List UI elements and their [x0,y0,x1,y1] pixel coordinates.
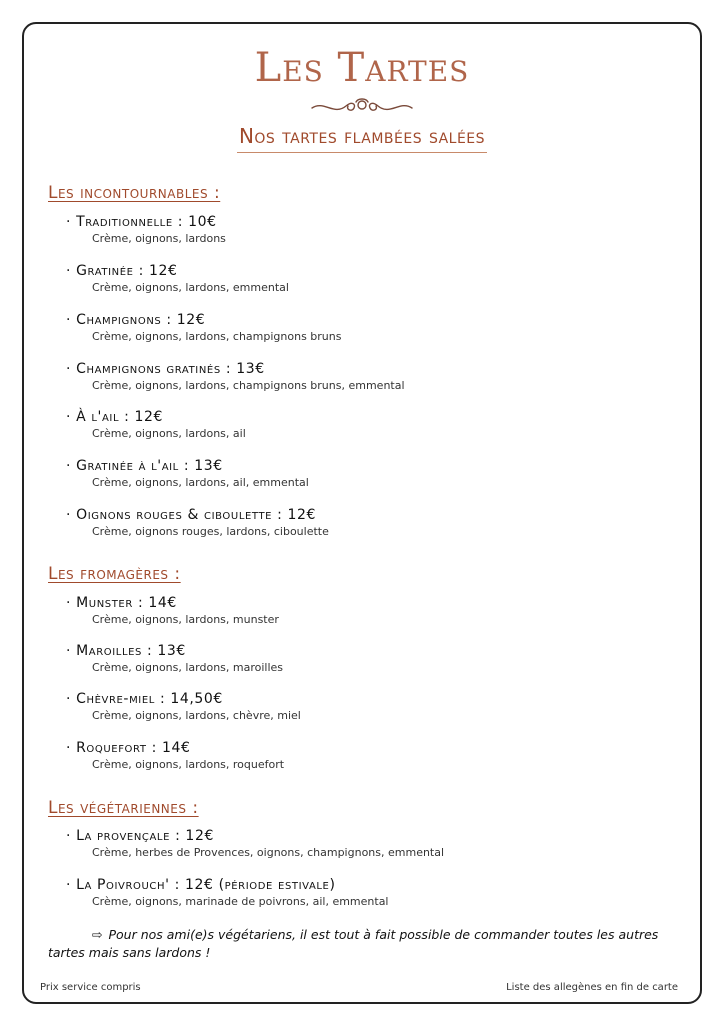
item-name: · Traditionnelle : 10€ [66,214,217,230]
menu-item [66,876,389,910]
item-name: · Munster : 14€ [66,595,177,611]
page-subtitle: Nos tartes flambées salées [238,124,486,148]
page-title: Les Tartes [254,45,470,91]
item-description: Crème, oignons, lardons, ail [92,427,246,440]
item-description: Crème, oignons, lardons, roquefort [92,758,285,771]
item-description: Crème, oignons, lardons, ail, emmental [92,476,309,489]
footer-allergens-note: Liste des allegènes en fin de carte [506,982,678,993]
menu-item [66,827,444,861]
item-name: · Roquefort : 14€ [66,740,191,756]
menu-item [66,360,405,394]
footer-price-note: Prix service compris [40,982,141,993]
menu-item [66,457,309,491]
item-description: Crème, oignons, lardons, munster [92,613,279,626]
item-name: · À l'ail : 12€ [66,409,164,425]
section-title-fromageres: Les fromagères : [48,564,181,584]
ornament-flourish [310,92,414,118]
note-text: Pour nos ami(e)s végétariens, il est tout à fait possible de commander toutes les autres tartes mais sans lardons ! [48,927,659,960]
item-description: Crème, oignons, marinade de poivrons, ail, emmental [92,895,389,908]
menu-item [66,739,284,773]
item-description: Crème, oignons, lardons, emmental [92,281,289,294]
menu-item [66,213,226,247]
item-description: Crème, oignons, lardons, champignons bruns [92,330,342,343]
menu-item [66,594,279,628]
menu-item [66,262,289,296]
subtitle-divider [237,152,487,153]
menu-item [66,506,329,540]
item-description: Crème, oignons, lardons, chèvre, miel [92,709,301,722]
menu-item [66,642,283,676]
vegetarian-note [48,926,698,962]
item-name: · Gratinée : 12€ [66,263,178,279]
menu-item [66,690,301,724]
item-name: · Gratinée à l'ail : 13€ [66,458,223,474]
item-name: · Champignons gratinés : 13€ [66,361,265,377]
item-description: Crème, oignons, lardons, champignons bruns, emmental [92,379,405,392]
item-name: · La provençale : 12€ [66,828,214,844]
item-name: · Maroilles : 13€ [66,643,186,659]
item-description: Crème, oignons rouges, lardons, ciboulette [92,525,329,538]
item-name: · Chèvre-miel : 14,50€ [66,691,223,707]
section-title-incontournables: Les incontournables : [48,183,221,203]
item-description: Crème, herbes de Provences, oignons, champignons, emmental [92,846,445,859]
item-description: Crème, oignons, lardons [92,232,226,245]
menu-item [66,311,341,345]
section-title-vegetariennes: Les végétariennes : [48,798,199,818]
arrow-right-icon: ⇨ [92,927,103,942]
item-name: · La Poivrouch' : 12€ (période estivale) [66,877,336,893]
item-description: Crème, oignons, lardons, maroilles [92,661,284,674]
item-name: · Champignons : 12€ [66,312,206,328]
item-name: · Oignons rouges & ciboulette : 12€ [66,507,317,523]
menu-item [66,408,246,442]
